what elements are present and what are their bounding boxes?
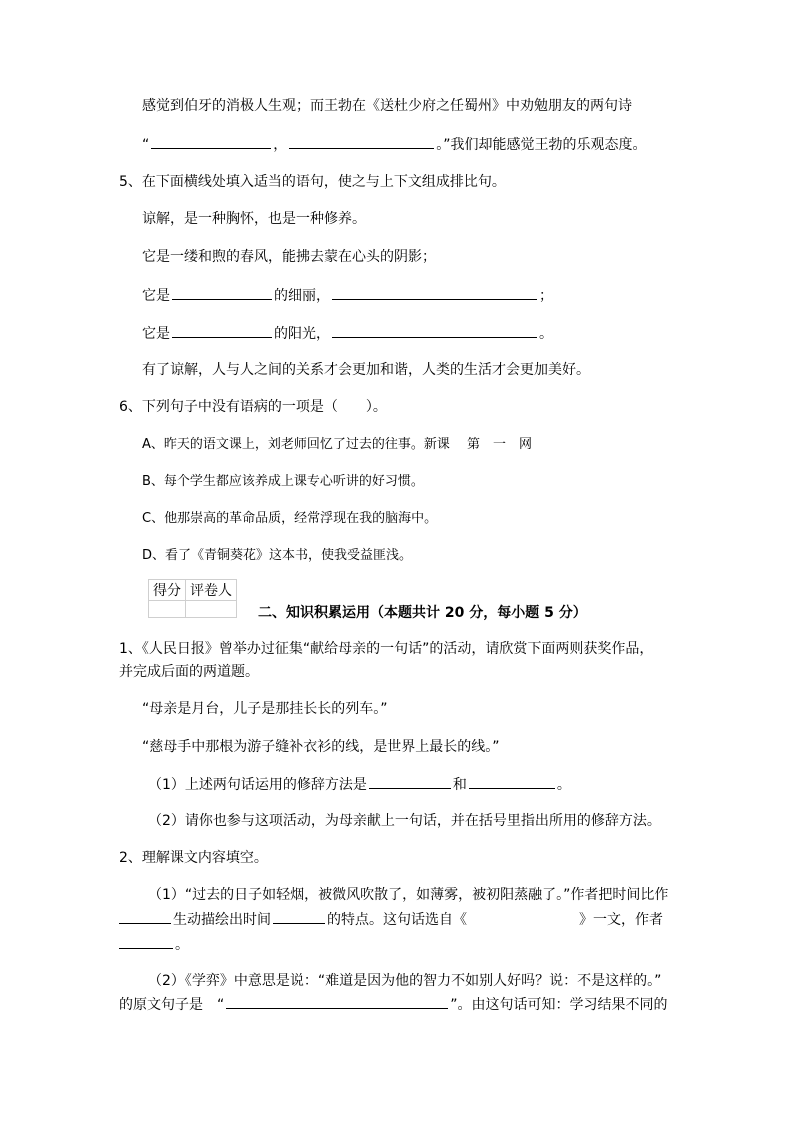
intro-line-1: 感觉到伯牙的消极人生观；而王勃在《送杜少府之任蜀州》中劝勉朋友的两句诗	[142, 98, 632, 114]
q5-line-3-mid: 的细丽，	[274, 288, 330, 304]
q5-line-2: 它是一缕和煦的春风，能拂去蒙在心头的阴影；	[142, 249, 436, 265]
grader-header: 评卷人	[186, 580, 237, 601]
q5-line-3	[142, 285, 553, 306]
s2q2-sub-2-line-1: （2）《学弈》中意思是说：“难道是因为他的智力不如别人好吗？说：不是这样的。”	[148, 973, 662, 989]
original-sentence-blank[interactable]	[226, 994, 448, 1009]
q5-title: 5、在下面横线处填入适当的语句，使之与上下文组成排比句。	[119, 174, 506, 190]
q6-option-a[interactable]: A、昨天的语文课上，刘老师回忆了过去的往事。新课 第 一 网	[142, 437, 533, 452]
author-blank[interactable]	[119, 934, 173, 949]
s2q2-sub-1-line-2-c: 》一文，作者	[579, 912, 663, 928]
s2q1-quote-2: “慈母手中那根为游子缝补衣衫的线，是世界上最长的线。”	[142, 739, 500, 755]
section-2-title: 二、知识积累运用（本题共计 20 分，每小题 5 分）	[258, 605, 587, 621]
q5-line-4-start: 它是	[142, 326, 170, 342]
s2q2-sub-2-line-2-a: 的原文句子是 “	[119, 997, 225, 1013]
q5-line-3-start: 它是	[142, 288, 170, 304]
q5-line-5: 有了谅解，人与人之间的关系才会更加和谐，人类的生活才会更加美好。	[142, 362, 590, 378]
q5-line-3-end: ；	[539, 288, 553, 304]
s2q1-sub-1	[148, 774, 571, 795]
s2q1-quote-1: “母亲是月台，儿子是那挂长长的列车。”	[142, 701, 388, 717]
s2q1-sub-1-end: 。	[556, 777, 571, 793]
s2q1-sub-1-start: （1）上述两句话运用的修辞方法是	[148, 777, 367, 793]
intro-line-2-tail: 。”我们却能感觉王勃的乐观态度。	[436, 137, 647, 153]
q5-line-1: 谅解，是一种胸怀，也是一种修养。	[142, 211, 366, 227]
s2q2-sub-1-line-2-b: 的特点。这句话选自《	[327, 912, 467, 928]
q6-option-d[interactable]: D、看了《青铜葵花》这本书，使我受益匪浅。	[142, 548, 413, 563]
rhetoric-blank-1[interactable]	[369, 774, 451, 789]
q5-blank-2[interactable]	[332, 285, 537, 300]
s2q2-sub-2-line-2	[119, 994, 668, 1015]
score-header: 得分	[149, 580, 186, 601]
s2q2-sub-1-line-1: （1）“过去的日子如轻烟，被微风吹散了，如薄雾，被初阳蒸融了。”作者把时间比作	[148, 887, 669, 903]
s2q2-sub-1-line-3-end: 。	[175, 937, 189, 953]
s2q2-sub-2-line-2-b: ”。由这句话可知：学习结果不同的	[450, 997, 668, 1013]
score-cell[interactable]	[149, 601, 186, 618]
rhetoric-blank-2[interactable]	[469, 774, 555, 789]
grader-cell[interactable]	[186, 601, 237, 618]
q5-line-4-end: 。	[539, 326, 553, 342]
metaphor-blank[interactable]	[119, 909, 171, 924]
q5-blank-1[interactable]	[172, 285, 272, 300]
poem-blank-2[interactable]	[289, 134, 434, 149]
comma: ，	[273, 137, 288, 153]
s2q1-line-2: 并完成后面的两道题。	[119, 664, 259, 680]
q6-title: 6、下列句子中没有语病的一项是（ ）。	[119, 399, 387, 415]
s2q1-line-1: 1、《人民日报》曾举办过征集“献给母亲的一句话”的活动，请欣赏下面两则获奖作品，	[119, 641, 654, 657]
q5-line-4	[142, 323, 553, 344]
s2q2-sub-1-line-3	[119, 934, 189, 955]
q6-option-c[interactable]: C、他那崇高的革命品质，经常浮现在我的脑海中。	[142, 511, 438, 526]
time-trait-blank[interactable]	[273, 909, 325, 924]
s2q1-sub-1-and: 和	[452, 777, 467, 793]
s2q2-title: 2、理解课文内容填空。	[119, 850, 268, 866]
q5-blank-3[interactable]	[172, 323, 272, 338]
open-quote: “	[142, 137, 150, 153]
s2q1-sub-2: （2）请你也参与这项活动，为母亲献上一句话，并在括号里指出所用的修辞方法。	[148, 813, 661, 829]
intro-line-2	[142, 134, 647, 155]
q5-blank-4[interactable]	[332, 323, 537, 338]
q6-option-b[interactable]: B、每个学生都应该养成上课专心听讲的好习惯。	[142, 474, 424, 489]
s2q2-sub-1-line-2	[119, 909, 663, 930]
poem-blank-1[interactable]	[151, 134, 271, 149]
q5-line-4-mid: 的阳光，	[274, 326, 330, 342]
s2q2-sub-1-line-2-a: 生动描绘出时间	[173, 912, 271, 928]
score-table	[148, 579, 237, 618]
